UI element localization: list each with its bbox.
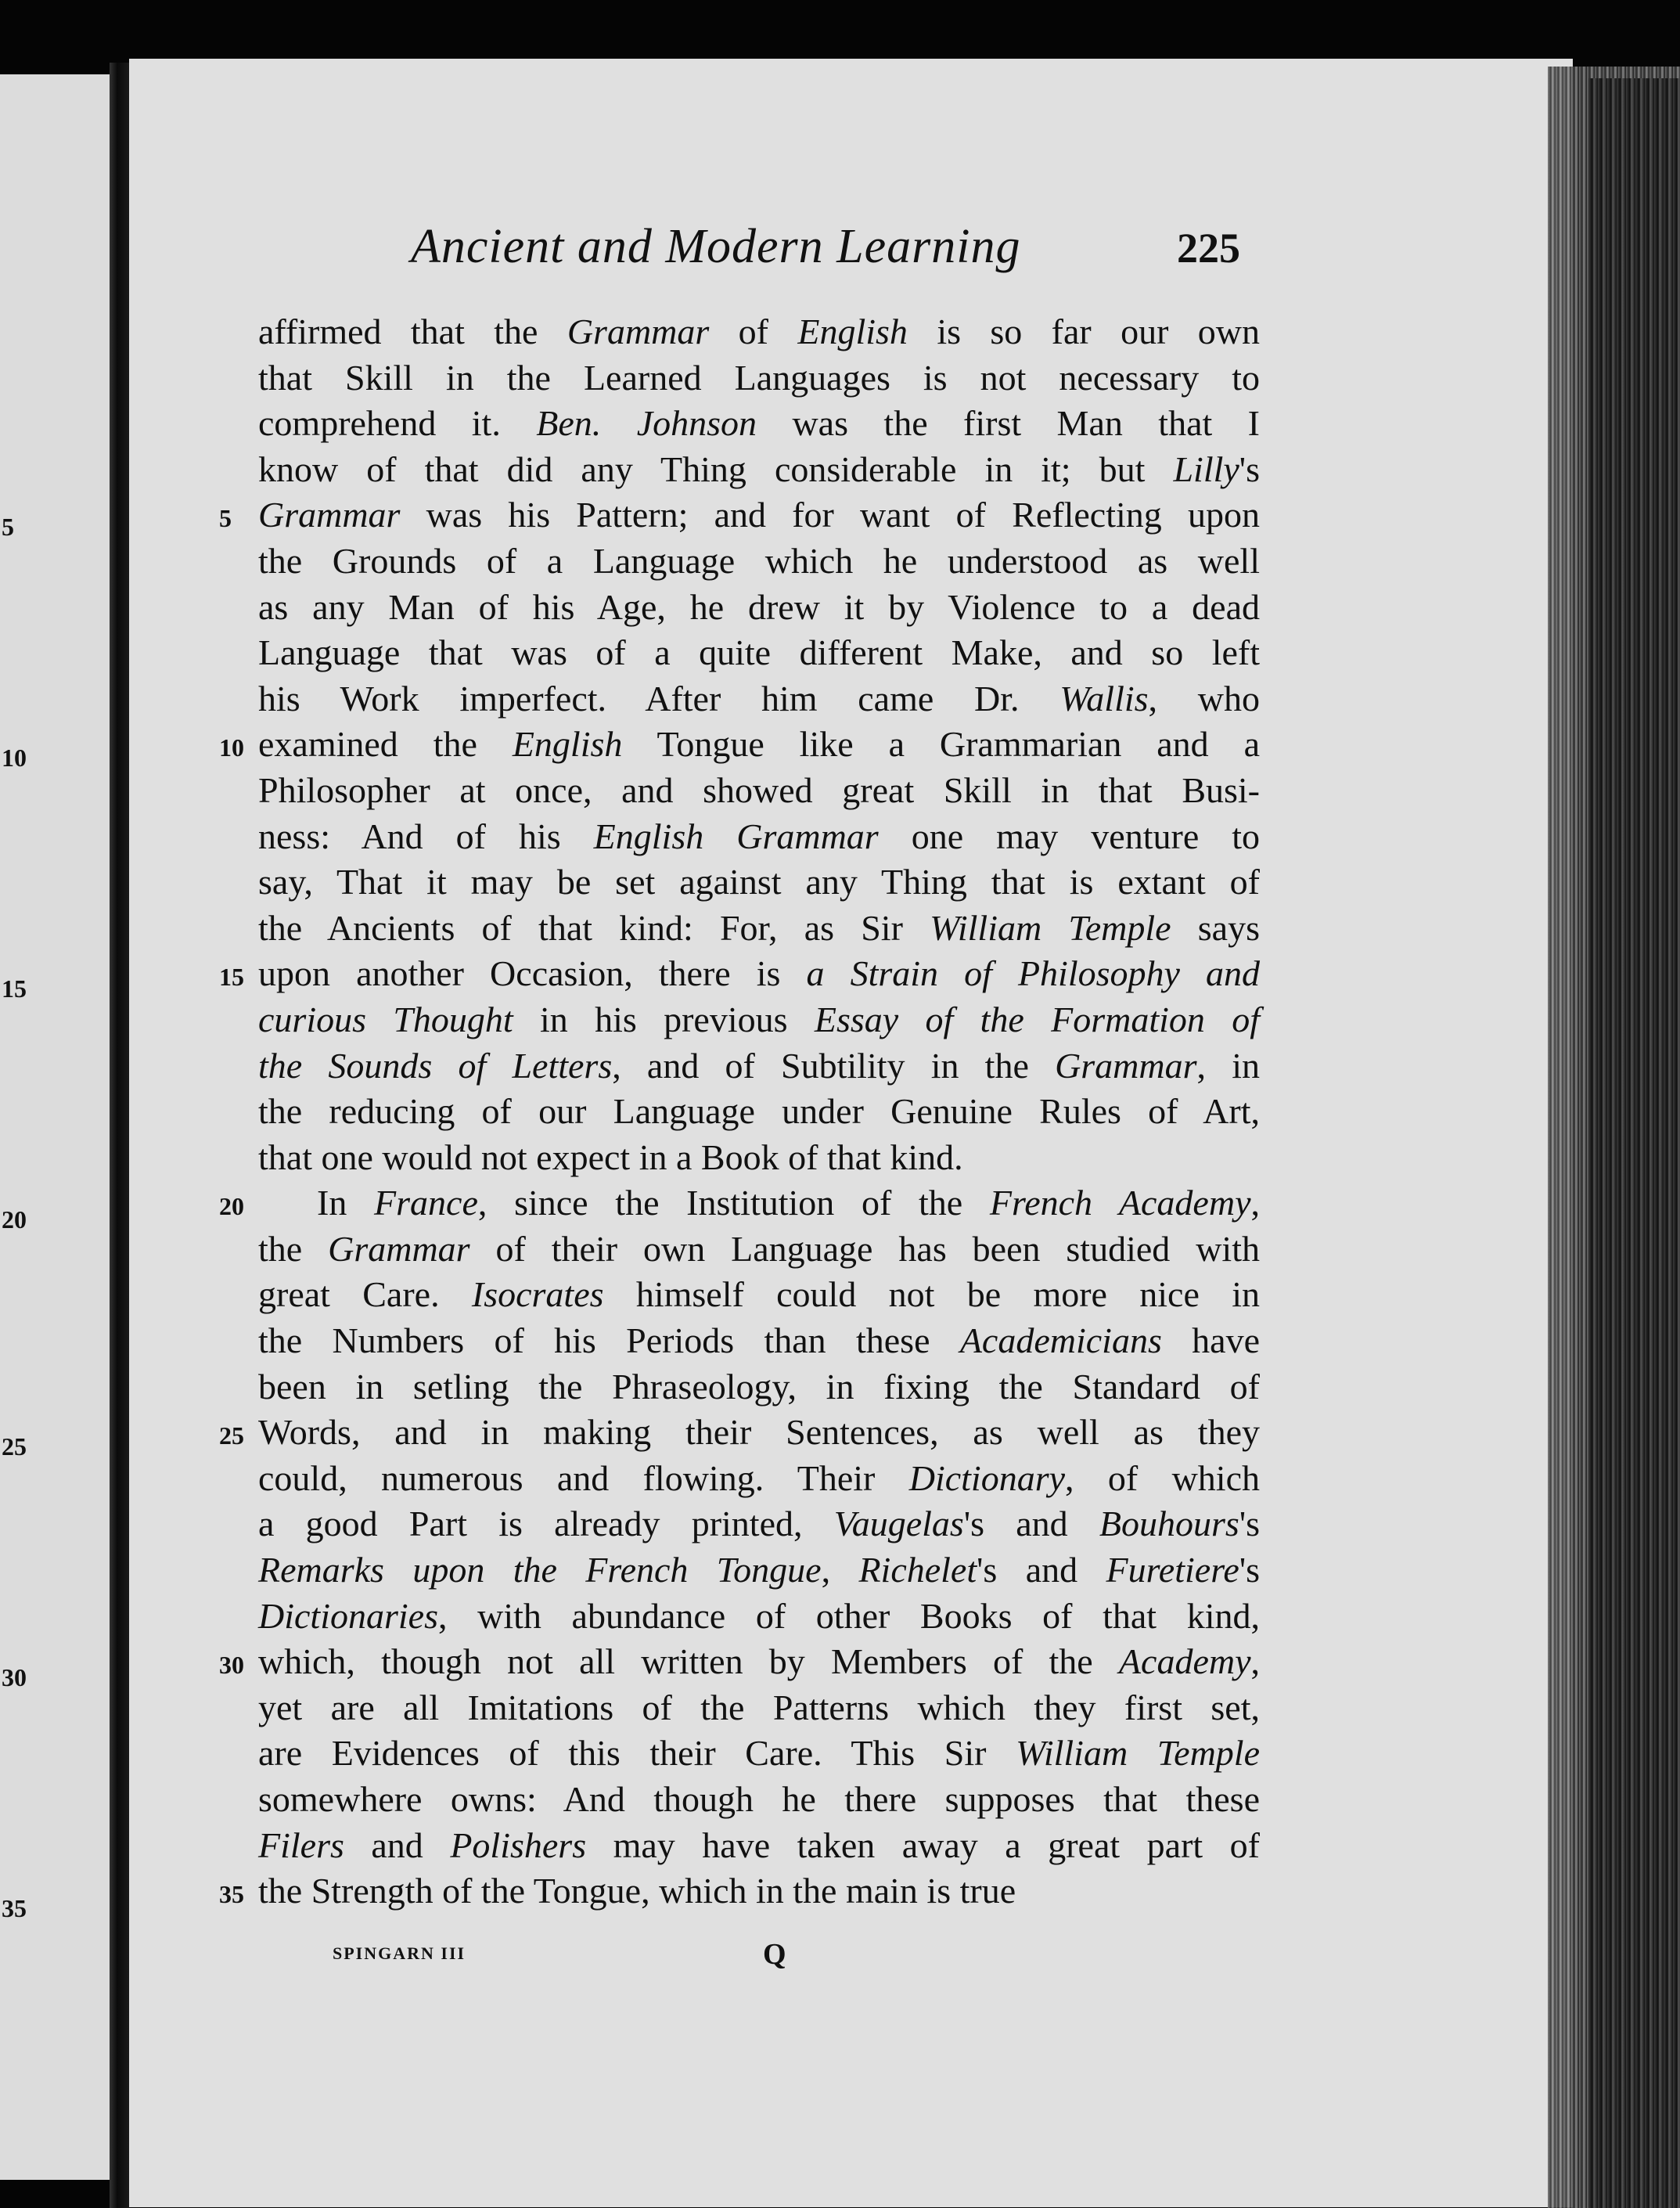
italic-text: Isocrates <box>471 1274 604 1315</box>
text-run: know of that did any Thing considerable in it; but <box>258 448 1174 489</box>
text-run: Words, and in making their Sentences, as well as they <box>258 1412 1260 1453</box>
text-line <box>258 1364 1260 1410</box>
text-run: the Grounds of a Language which he understood as well <box>258 540 1260 581</box>
text-run: affirmed that the <box>258 312 567 351</box>
line-number: 30 <box>219 1651 244 1680</box>
facing-page-line-number: 5 <box>2 513 14 541</box>
line-number: 5 <box>219 504 232 533</box>
text-line <box>258 997 1260 1043</box>
running-head <box>411 219 1240 282</box>
book-gutter <box>110 63 129 2208</box>
italic-text: English <box>512 724 623 765</box>
text-run: , of which <box>1065 1457 1260 1498</box>
italic-text: curious Thought <box>258 999 513 1039</box>
text-run: in his previous <box>513 999 815 1039</box>
italic-text: French Academy <box>989 1183 1251 1223</box>
text-line <box>258 1272 1260 1318</box>
italic-text: Grammar <box>1055 1045 1197 1086</box>
text-run: the Strength of the Tongue, which in the main is true <box>258 1871 1016 1911</box>
line-number: 15 <box>219 963 244 992</box>
text-run: 's and <box>977 1550 1106 1590</box>
text-line <box>258 1135 1260 1181</box>
text-line <box>258 1685 1260 1731</box>
line-number: 25 <box>219 1421 244 1450</box>
text-run: say, That it may be set against any Thing that is extant of <box>258 862 1260 902</box>
text-line <box>258 906 1260 952</box>
text-run: of their own Language has been studied with <box>469 1228 1260 1269</box>
text-run: , <box>1250 1641 1260 1682</box>
italic-text: Richelet <box>858 1550 977 1590</box>
text-line <box>219 1639 1260 1685</box>
text-run: , in <box>1196 1045 1260 1086</box>
facing-page-line-number: 10 <box>2 744 27 772</box>
text-line <box>258 1777 1260 1823</box>
text-line <box>258 309 1260 355</box>
text-run: was the first Man that I <box>757 403 1261 444</box>
text-run: 's <box>1239 1550 1261 1590</box>
italic-text: Polishers <box>450 1824 587 1865</box>
text-run: could, numerous and flowing. Their <box>258 1457 909 1498</box>
text-run: which, though not all written by Members of the <box>258 1641 1119 1682</box>
italic-text: Essay of the Formation of <box>814 999 1260 1039</box>
italic-text: William Temple <box>1016 1733 1260 1774</box>
italic-text: a Strain of Philosophy and <box>806 953 1260 994</box>
text-run: , with abundance of other Books of that kind, <box>437 1595 1260 1636</box>
text-run: may have taken away a great part of <box>586 1824 1260 1865</box>
italic-text: Filers <box>258 1824 344 1865</box>
printer-signature: SPINGARN III <box>333 1943 466 1963</box>
text-run: , <box>821 1550 859 1590</box>
text-run: the Ancients of that kind: For, as Sir <box>258 907 930 948</box>
text-run: the Numbers of his Periods than these <box>258 1320 960 1361</box>
text-run: says <box>1171 907 1260 948</box>
page-footer <box>333 1937 818 1976</box>
text-run: is so far our own <box>907 312 1260 351</box>
text-line <box>219 1868 1260 1914</box>
text-run: as any Man of his Age, he drew it by Violence to a dead <box>258 586 1260 627</box>
text-line <box>219 951 1260 997</box>
line-number: 10 <box>219 733 244 762</box>
italic-text: Grammar <box>328 1228 470 1269</box>
text-run: Tongue like a Grammarian and a <box>622 724 1260 765</box>
body-text <box>219 309 1261 1914</box>
text-line <box>258 1501 1260 1547</box>
text-line <box>258 630 1260 676</box>
italic-text: Dictionaries <box>258 1595 438 1636</box>
text-line <box>258 447 1260 493</box>
italic-text: Grammar <box>567 312 710 351</box>
page-number: 225 <box>1177 225 1240 272</box>
text-line <box>258 401 1260 447</box>
text-line <box>219 722 1260 768</box>
facing-page-line-number: 20 <box>2 1205 27 1234</box>
text-run: that one would not expect in a Book of that kind. <box>258 1136 963 1177</box>
text-line <box>219 1410 1260 1456</box>
facing-page-edge <box>0 74 110 2180</box>
text-run: himself could not be more nice in <box>603 1274 1260 1315</box>
signature-letter: Q <box>763 1938 786 1971</box>
italic-text: Ben. Johnson <box>536 403 757 444</box>
text-line <box>258 1547 1260 1594</box>
text-run: and <box>344 1824 451 1865</box>
line-number: 35 <box>219 1880 244 1909</box>
text-run: 's <box>1239 448 1260 489</box>
text-line <box>258 538 1260 585</box>
running-title: Ancient and Modern Learning <box>411 220 1021 273</box>
text-run: , who <box>1148 678 1260 719</box>
facing-page-line-number: 35 <box>2 1894 27 1922</box>
text-line <box>258 1456 1260 1502</box>
facing-page-line-number: 30 <box>2 1663 27 1691</box>
text-run: 's and <box>963 1504 1099 1544</box>
line-number: 20 <box>219 1192 244 1221</box>
text-run: great Care. <box>258 1274 472 1315</box>
text-line <box>258 1594 1260 1640</box>
text-line <box>219 492 1260 538</box>
text-run: are Evidences of this their Care. This Sir <box>258 1733 1016 1774</box>
italic-text: English <box>797 312 908 351</box>
facing-page-line-number: 25 <box>2 1432 27 1461</box>
text-line <box>258 1731 1260 1777</box>
text-run: Language that was of a quite different Make, and so left <box>258 632 1260 673</box>
text-run: somewhere owns: And though he there supposes that these <box>258 1779 1260 1819</box>
text-run: the <box>258 1228 329 1269</box>
text-line <box>258 676 1260 722</box>
italic-text: Academicians <box>959 1320 1162 1361</box>
italic-text: Academy <box>1118 1641 1251 1682</box>
text-run: have <box>1161 1320 1260 1361</box>
italic-text: the Sounds of Letters <box>258 1045 613 1086</box>
text-run: comprehend it. <box>258 403 537 444</box>
italic-text: Bouhours <box>1099 1504 1239 1544</box>
text-run: , since the Institution of the <box>477 1183 990 1223</box>
italic-text: Wallis <box>1059 678 1149 719</box>
text-line <box>258 1823 1260 1869</box>
facing-page-line-number: 15 <box>2 974 27 1003</box>
text-line <box>258 859 1260 906</box>
text-run: was his Pattern; and for want of Reflecting upon <box>400 495 1260 535</box>
text-run: his Work imperfect. After him came Dr. <box>258 678 1060 719</box>
text-line <box>258 814 1260 860</box>
text-run: , <box>1250 1183 1260 1223</box>
italic-text: Remarks upon the French Tongue <box>258 1550 822 1590</box>
italic-text: Dictionary <box>908 1457 1066 1498</box>
italic-text: Vaugelas <box>833 1504 964 1544</box>
text-run: Philosopher at once, and showed great Skill in that Busi- <box>258 769 1260 810</box>
text-run: 's <box>1239 1504 1261 1544</box>
text-line <box>258 1043 1260 1090</box>
text-run: that Skill in the Learned Languages is not necessary to <box>258 357 1260 398</box>
italic-text: Grammar <box>258 495 401 535</box>
text-run: one may venture to <box>878 816 1261 856</box>
text-line <box>258 355 1260 402</box>
text-line <box>258 1089 1260 1135</box>
text-line <box>258 585 1260 631</box>
text-run: examined the <box>258 724 513 765</box>
book-cover-edge <box>1588 78 1680 2208</box>
italic-text: William Temple <box>930 907 1171 948</box>
italic-text: English Grammar <box>593 816 879 856</box>
text-run: of <box>709 312 798 351</box>
italic-text: Furetiere <box>1106 1550 1239 1590</box>
text-line <box>258 1226 1260 1273</box>
text-run: , and of Subtility in the <box>612 1045 1056 1086</box>
text-run: ness: And of his <box>258 816 594 856</box>
text-run: the reducing of our Language under Genuine Rules of Art, <box>258 1091 1260 1132</box>
italic-text: Lilly <box>1173 448 1239 489</box>
text-line <box>258 1318 1260 1364</box>
text-line <box>219 1180 1260 1226</box>
text-line <box>258 768 1260 814</box>
text-run: been in setling the Phraseology, in fixing the Standard of <box>258 1366 1260 1407</box>
text-run: In <box>317 1183 375 1223</box>
italic-text: France <box>374 1183 478 1223</box>
text-run: upon another Occasion, there is <box>258 953 807 994</box>
text-run: a good Part is already printed, <box>258 1504 834 1544</box>
text-run: yet are all Imitations of the Patterns which they first set, <box>258 1687 1260 1727</box>
